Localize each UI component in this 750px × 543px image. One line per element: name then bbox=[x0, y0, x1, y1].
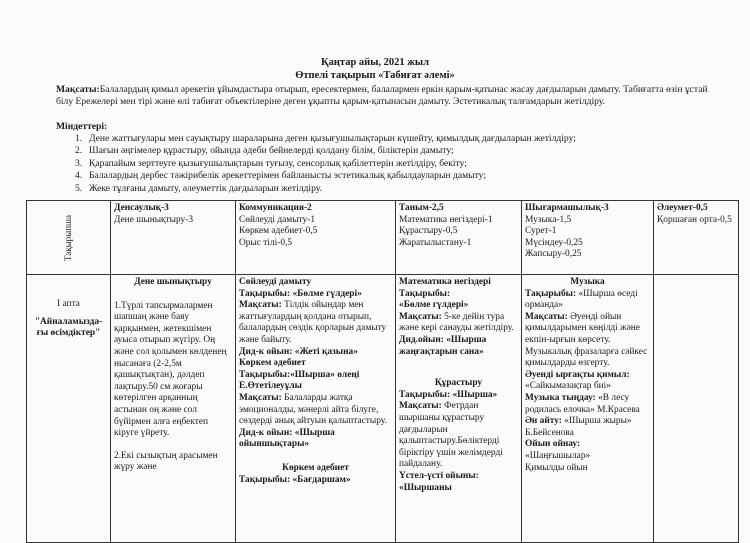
area-cell-health: Денсаулық-3 Дене шынықтыру-3 bbox=[111, 201, 236, 275]
topic-header-label: Тақырыпша bbox=[62, 214, 73, 261]
table-week-row bbox=[27, 275, 739, 543]
music-section-title: Музыка bbox=[570, 277, 605, 287]
music-cell: Музыка Тақырыбы: «Шырша өседі орманда» Мақсаты: Әуенді ойын қимылдарымен көңілді және екпін-ырғын көрсету. Музыкалық фразаларға сәйкес қимылдарды өзгерту. Әуенді ырғақты қимыл: «Сайкымазақтар биі» Музыка тыңдау: «В лесу родилась елочка» М.Красева Ән айту: «Шырша жыры» Б.Бейсенова Ойын ойнау: «Шаңғышылар» Қимылды ойын bbox=[522, 275, 654, 543]
tasks-list bbox=[75, 133, 725, 195]
document-theme-heading: Өтпелі тақырып «Табиғат әлемі» bbox=[295, 70, 455, 81]
task-item: 5. Жеке тұлғаны дамыту, әлеуметтік дағдыларын жетілдіру. bbox=[75, 182, 323, 194]
topic-header-cell bbox=[27, 201, 111, 275]
table-header-row bbox=[27, 201, 739, 275]
task-item: 3. Қарапайым зерттеуге қызығушылықтарын туғызу, сенсорлық қабілеттерін жетілдіру, бекіту; bbox=[75, 157, 467, 169]
plan-table bbox=[26, 200, 739, 543]
aim-label: Мақсаты: bbox=[56, 84, 100, 95]
construction-title: Құрастыру bbox=[434, 378, 483, 389]
task-item: 2. Шағын әңгімелер құрастыру, ойында әдеби бейнелерді қолдану білім, біліктерін дамыту; bbox=[75, 145, 454, 157]
pe-activity-1: 1.Түрлі тапсырмалармен шапшаң және баяу қарқынмен, жетекшімен ауыса отырып жүгіру. Оң және сол қолымен көлденең нысанаға (2-2,5м қашықтықтан), дәлдеп лақтыру.50 см жоғары көтерілген арқанның астынан оң және сол бүйірмен алға еңбектеп кіруге үйрету. bbox=[114, 300, 227, 439]
area-cell-creativity: Шығармашылық-3 Музыка-1,5 Сурет-1 Мүсіндеу-0,25 Жапсыру-0,25 bbox=[522, 201, 654, 275]
tasks-heading: Міндеттері: bbox=[56, 121, 108, 132]
task-item: 4. Балалардың дербес тәжірибелік әрекеттерімен байланысты эстетикалық қабылдауларын дамыту; bbox=[75, 170, 487, 182]
area-cell-communication: Коммуникация-2 Сөйлеуді дамыту-1 Көркем әдебиет-0,5 Орыс тілі-0,5 bbox=[236, 201, 396, 275]
pe-title: Дене шынықтыру bbox=[134, 277, 212, 287]
speech-section-title: Сөйлеуді дамыту bbox=[239, 277, 312, 287]
literature-title: Көркем әдебиет bbox=[239, 358, 306, 369]
area-cell-social: Әлеумет-0,5 Қоршаған орта-0,5 bbox=[654, 201, 739, 275]
speech-cell: Сөйлеуді дамыту Тақырыбы: «Бөлме гүлдері» Мақсаты: Тілдік ойындар мен жаттығулардың қолдана отырып, балалардың сөздік қорларын дамыту және байыту. Дид-к ойын: «Жеті қазына» Көркем әдебиет Тақырыбы:«Шырша» өлеңі Е.Өтетілеуұлы Мақсаты: Балаларды жатқа эмоционалды, мәнерлі айта білуге, сөздерді анық айтуын қалыптастыру. Дид-к ойын: «Шырша ойыншықтары» Көркем әдебиет Тақырыбы: «Бағдаршам» bbox=[236, 275, 396, 543]
document-date-heading: Қаңтар айы, 2021 жыл bbox=[321, 57, 429, 68]
pe-activity-2: 2.Екі сызықтың арасымен жүру және bbox=[114, 450, 218, 473]
task-item: 1. Дене жаттығулары мен сауықтыру шараларына деген қызығушылықтарын күшейту, қимылдық дағдыларын жетілдіру; bbox=[75, 133, 576, 144]
aim-text: Балалардың қимыл әрекетін ұйымдастыра отырып, ересектермен, балалармен еркін қарым-қатынас жасау дағдыларын дамыту. Табиғатта өзін ұстай білу Ережелері мен тірі және өлі табиғат объектілеріне деген ұқыпты қарым-қатынасын дамыту. Эстетикалық талғамдарын жетілдіру. bbox=[56, 84, 708, 108]
pe-cell bbox=[111, 275, 236, 543]
week-cell bbox=[27, 275, 111, 543]
literature-title-2: Көркем әдебиет bbox=[282, 462, 349, 473]
math-section-title: Математика негіздері bbox=[399, 277, 491, 287]
math-cell: Математика негіздері Тақырыбы: «Бөлме гүлдері» Мақсаты: 5-ке дейін тура және кері санауды жетілдіру. Дид.ойын: «Шырша жаңғақтарын сана» Құрастыру Тақырыбы: «Шырша» Мақсаты: Фетрдан шыршаны құрастыру дағдыларын қалыптастыру.Бөліктерді біріктіру үшін желімдерді пайдалану. Үстел-үсті ойыны: «Шыршаны bbox=[396, 275, 522, 543]
week-topic: "Айналамызда-ғы өсімдіктер" bbox=[34, 316, 103, 339]
area-cell-cognition: Таным-2,5 Математика негіздері-1 Құрастыру-0,5 Жаратылыстану-1 bbox=[396, 201, 522, 275]
aim-paragraph bbox=[56, 84, 716, 109]
social-cell bbox=[654, 275, 739, 543]
week-label: І апта bbox=[57, 299, 80, 309]
